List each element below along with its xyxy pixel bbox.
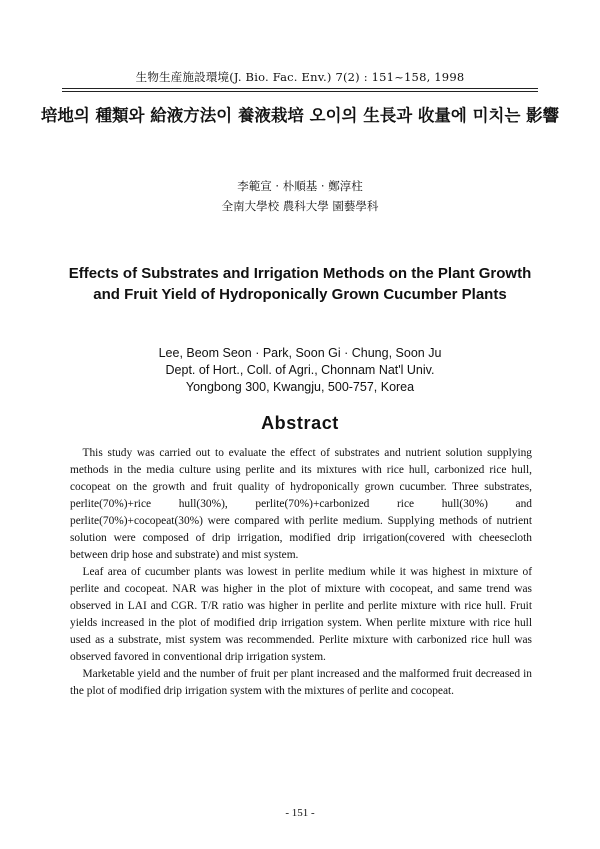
journal-header: 生物生産施設環境(J. Bio. Fac. Env.) 7(2) : 151~158, 1998	[135, 70, 465, 84]
korean-affiliation: 全南大學校 農科大學 園藝學科	[221, 199, 379, 213]
abstract-paragraph: Marketable yield and the number of fruit per plant increased and the malformed fruit decreased in the plot of modified drip irrigation system with the mixtures of perlite and cocopeat.	[70, 668, 532, 697]
korean-author-block	[0, 176, 600, 216]
abstract-body	[70, 445, 532, 700]
korean-title: 培地의 種類와 給液方法이 養液栽培 오이의 生長과 收量에 미치는 影響	[40, 106, 560, 125]
abstract-heading: Abstract	[261, 413, 339, 433]
header-rule-bottom	[62, 91, 538, 92]
english-authors: Lee, Beom Seon · Park, Soon Gi · Chung, Soon Ju	[158, 346, 442, 360]
abstract-paragraph: Leaf area of cucumber plants was lowest in perlite medium while it was highest in mixture of perlite and cocopeat. NAR was higher in the plot of mixture with cocopeat, and same trend was observed in LAI and CGR. T/R ratio was higher in perlite and perlite mixture with rice hull. Fruit yields increased in the plot of modified drip irrigation system. When perlite mixture with rice hull used as a substrate, mist system was recommended. Perlite mixture with carbonized rice hull was observed favored in conventional drip irrigation system.	[70, 566, 532, 663]
page-number: - 151 -	[285, 807, 315, 819]
english-department: Dept. of Hort., Coll. of Agri., Chonnam Nat'l Univ.	[165, 363, 435, 377]
english-author-block	[40, 345, 560, 396]
english-address: Yongbong 300, Kwangju, 500-757, Korea	[185, 380, 415, 394]
header-rule-top	[62, 88, 538, 89]
abstract-paragraph: This study was carried out to evaluate the effect of substrates and nutrient solution supplying methods in the media culture using perlite and its mixtures with rice hull, carbonized rice hull, cocopeat on the growth and fruit quality of hydroponically grown cucumber. Three substrates, perlite(70%)+rice hull(30%), perlite(70%)+carbonized rice hull(30%) and perlite(70%)+cocopeat(30%) were compared with perlite medium. Supplying methods of nutrient solution were composed of drip irrigation, modified drip irrigation(covered with cheesecloth between drip hose and substrate) and mist system.	[70, 447, 532, 561]
english-title: Effects of Substrates and Irrigation Methods on the Plant Growth and Fruit Yield of Hydroponically Grown Cucumber Plants	[68, 265, 532, 303]
korean-authors: 李範宣 · 朴順基 · 鄭淳柱	[237, 179, 363, 193]
